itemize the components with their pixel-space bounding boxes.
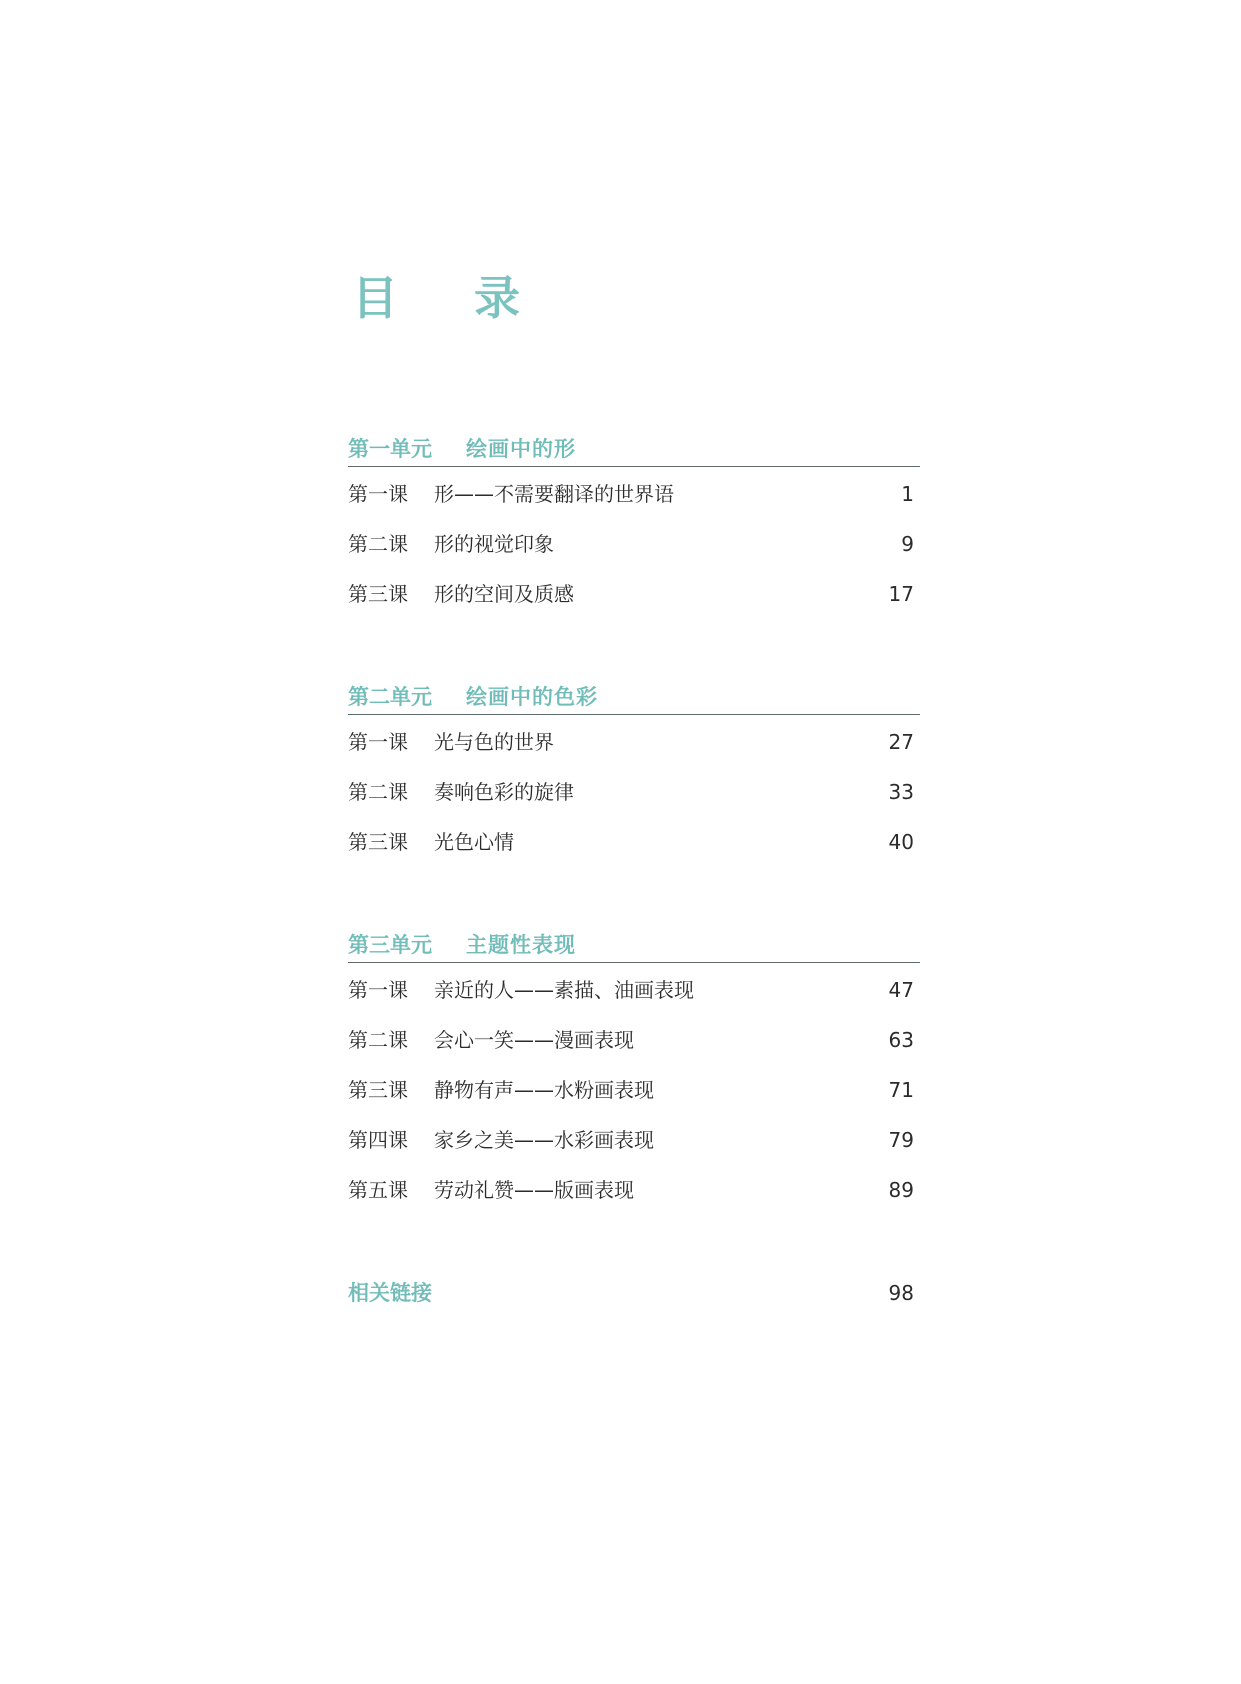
unit-label: 第二单元: [348, 685, 432, 709]
toc-entry[interactable]: [348, 1164, 924, 1214]
lesson-title: 形的视觉印象: [434, 532, 554, 556]
unit-title: 绘画中的色彩: [466, 685, 598, 709]
lesson-title: 形的空间及质感: [434, 582, 574, 606]
toc-entry[interactable]: [348, 568, 924, 618]
toc-entry[interactable]: [348, 816, 924, 866]
unit-section-1: [348, 430, 924, 618]
lesson-title: 形——不需要翻译的世界语: [434, 482, 674, 506]
toc-entry[interactable]: [348, 1014, 924, 1064]
unit-section-2: [348, 678, 924, 866]
page-number: 98: [888, 1281, 914, 1305]
toc-entry[interactable]: [348, 716, 924, 766]
lesson-number: 第五课: [348, 1178, 408, 1202]
unit-header: [348, 430, 924, 468]
toc-entry[interactable]: [348, 766, 924, 816]
lesson-number: 第一课: [348, 482, 408, 506]
page-number: 79: [888, 1128, 914, 1152]
lesson-title: 家乡之美——水彩画表现: [434, 1128, 654, 1152]
unit-header: [348, 678, 924, 716]
toc-entry[interactable]: [348, 1114, 924, 1164]
unit-title: 绘画中的形: [466, 437, 576, 461]
page-number: 71: [888, 1078, 914, 1102]
toc-entry[interactable]: [348, 964, 924, 1014]
lesson-title: 亲近的人——素描、油画表现: [434, 978, 694, 1002]
lesson-number: 第三课: [348, 830, 408, 854]
unit-label: 第一单元: [348, 437, 432, 461]
lesson-title: 光与色的世界: [434, 730, 554, 754]
page-number: 89: [888, 1178, 914, 1202]
unit-title: 主题性表现: [466, 933, 576, 957]
page-number: 1: [901, 482, 914, 506]
lesson-number: 第三课: [348, 1078, 408, 1102]
unit-divider: [348, 714, 920, 715]
unit-label: 第三单元: [348, 933, 432, 957]
lesson-title: 奏响色彩的旋律: [434, 780, 574, 804]
lesson-title: 劳动礼赞——版画表现: [434, 1178, 634, 1202]
related-links-entry[interactable]: [348, 1280, 924, 1312]
page-number: 33: [888, 780, 914, 804]
unit-section-3: [348, 926, 924, 1214]
page-number: 63: [888, 1028, 914, 1052]
unit-divider: [348, 962, 920, 963]
lesson-number: 第一课: [348, 730, 408, 754]
unit-header: [348, 926, 924, 964]
page-title: 目 录: [352, 271, 551, 325]
page-number: 47: [888, 978, 914, 1002]
lesson-title: 静物有声——水粉画表现: [434, 1078, 654, 1102]
toc-entry[interactable]: [348, 468, 924, 518]
page-number: 17: [888, 582, 914, 606]
lesson-number: 第四课: [348, 1128, 408, 1152]
lesson-number: 第二课: [348, 1028, 408, 1052]
toc-entry[interactable]: [348, 1064, 924, 1114]
lesson-title: 光色心情: [434, 830, 514, 854]
lesson-number: 第三课: [348, 582, 408, 606]
lesson-title: 会心一笑——漫画表现: [434, 1028, 634, 1052]
toc-entry[interactable]: [348, 518, 924, 568]
lesson-number: 第一课: [348, 978, 408, 1002]
page-number: 27: [888, 730, 914, 754]
related-links-label: 相关链接: [348, 1281, 432, 1305]
page-number: 9: [901, 532, 914, 556]
lesson-number: 第二课: [348, 780, 408, 804]
lesson-number: 第二课: [348, 532, 408, 556]
page-number: 40: [888, 830, 914, 854]
unit-divider: [348, 466, 920, 467]
